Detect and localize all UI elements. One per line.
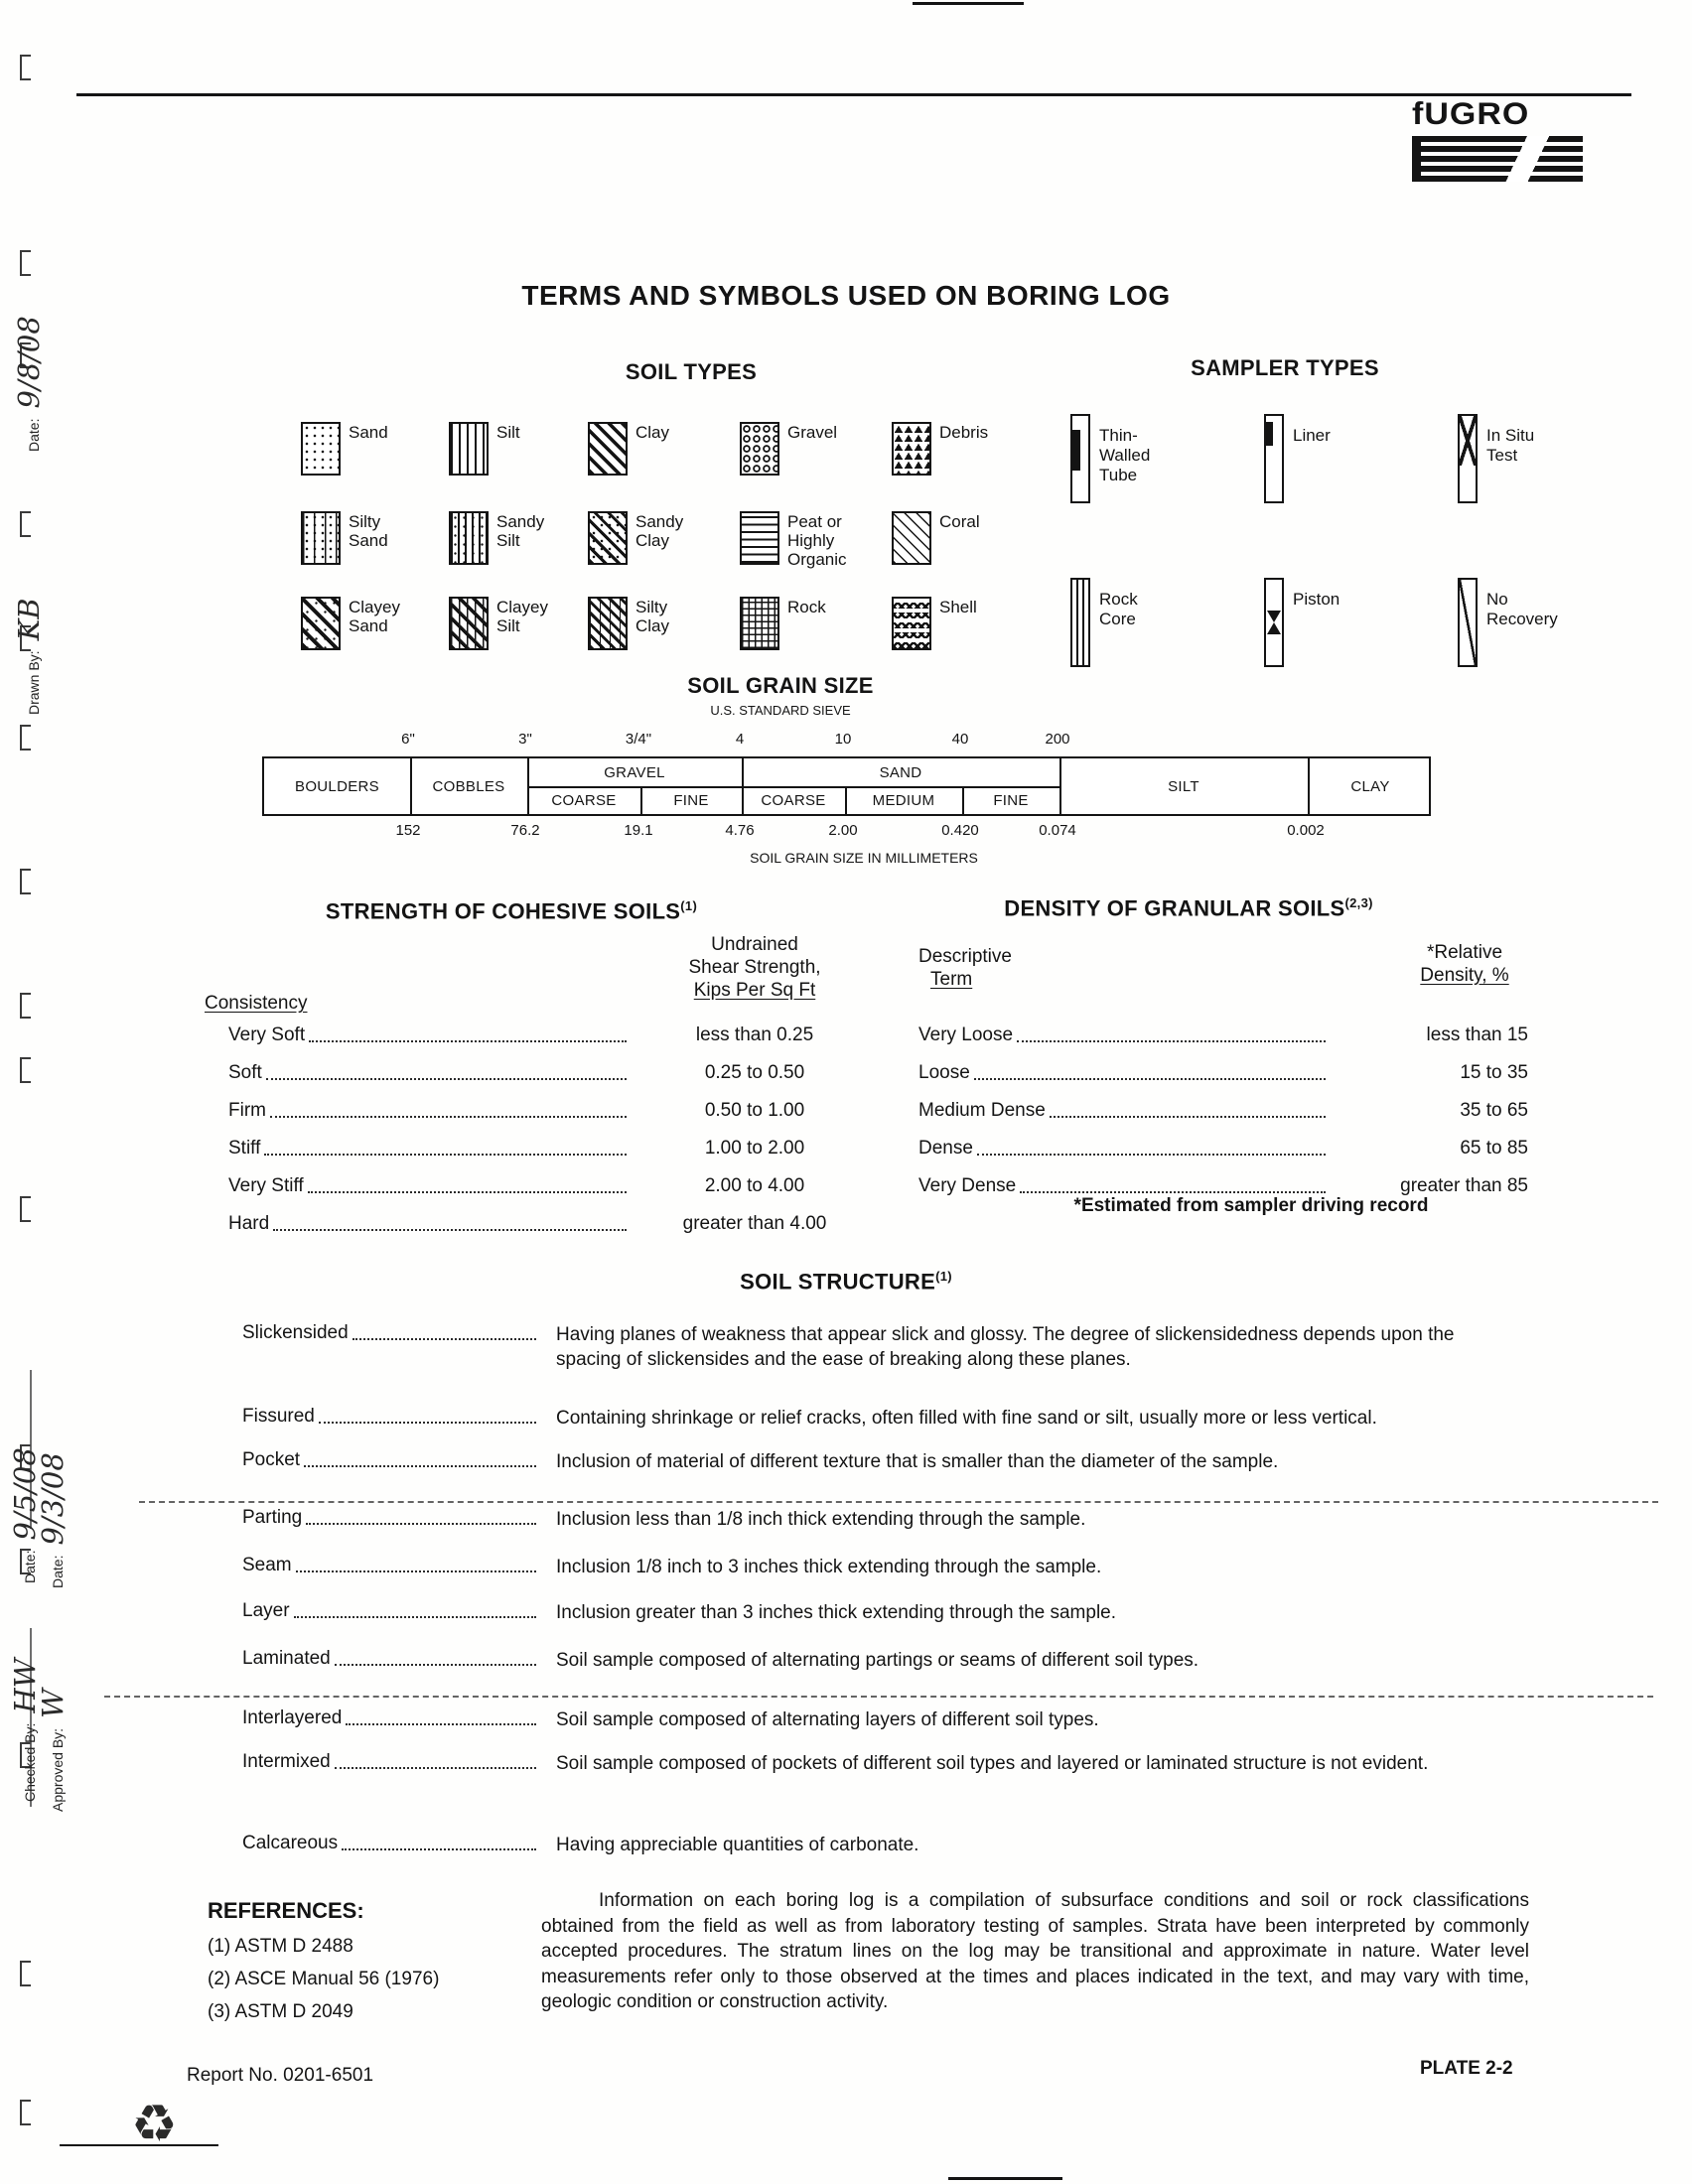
soil-type-label: Sand xyxy=(349,423,388,442)
mm-value: 0.420 xyxy=(941,822,979,839)
liner-icon xyxy=(1264,414,1284,503)
density-row: Dense 65 to 85 xyxy=(918,1138,1528,1159)
peat-pattern-icon xyxy=(740,511,779,565)
density-row: Medium Dense 35 to 65 xyxy=(918,1100,1528,1121)
soil-type-gravel xyxy=(740,422,879,476)
margin-tick-icon xyxy=(20,1961,31,1986)
coral-pattern-icon xyxy=(892,511,931,565)
sampler-label: Liner xyxy=(1293,426,1331,445)
sand-pattern-icon xyxy=(301,422,341,476)
soil-type-rock xyxy=(740,597,879,650)
sampler-types-heading: SAMPLER TYPES xyxy=(1191,355,1379,380)
strength-row: Hard greater than 4.00 xyxy=(228,1213,827,1234)
sieve-size-label: 10 xyxy=(834,731,852,748)
dot-leader xyxy=(308,1191,627,1193)
report-number: Report No. 0201-6501 xyxy=(187,2065,374,2086)
soil-type-label: Clay xyxy=(635,423,670,442)
sieve-size-label: 4 xyxy=(735,731,745,748)
sampler-label: In Situ Test xyxy=(1486,426,1535,465)
strength-heading-sup: (1) xyxy=(680,898,698,913)
sampler-label: Rock Core xyxy=(1099,590,1138,628)
margin-tick-icon xyxy=(20,2100,31,2125)
cell-silt: SILT xyxy=(1168,777,1199,795)
plate-number: PLATE 2-2 xyxy=(1420,2058,1513,2079)
dot-leader xyxy=(309,1040,627,1042)
soil-type-label: Silty Clay xyxy=(635,598,670,635)
clayey-silt-pattern-icon xyxy=(449,597,489,650)
structure-row: Interlayered Soil sample composed of alternating layers of different soil types. xyxy=(242,1707,1099,1730)
sieve-size-label: 200 xyxy=(1045,731,1070,748)
mm-value: 152 xyxy=(395,822,421,839)
soil-type-sand xyxy=(301,422,440,476)
structure-row: Parting Inclusion less than 1/8 inch thick extending through the sample. xyxy=(242,1507,1086,1530)
soil-type-silty-sand xyxy=(301,511,410,565)
cell-sand-coarse: COARSE xyxy=(761,791,826,809)
soil-types-heading: SOIL TYPES xyxy=(625,359,758,384)
cell-cobbles: COBBLES xyxy=(432,777,505,795)
margin-tick-icon xyxy=(20,869,31,894)
density-col2-header: *Relative Density, % xyxy=(1420,942,1509,986)
density-col1-header: Descriptive Term xyxy=(918,946,1012,990)
soil-type-debris xyxy=(892,422,1031,476)
margin-tick-icon xyxy=(20,250,31,276)
structure-heading-text: SOIL STRUCTURE xyxy=(740,1269,936,1295)
sampler-piston xyxy=(1264,578,1380,667)
fugro-logo xyxy=(1412,95,1583,182)
soil-type-label: Clayey Silt xyxy=(496,598,548,635)
margin-date-approved: Date: 9/3/08 xyxy=(36,1452,70,1588)
density-heading xyxy=(891,895,1486,921)
grain-size-subheading: U.S. STANDARD SIEVE xyxy=(710,703,851,718)
bottom-center-tick xyxy=(948,2177,1062,2180)
dot-leader xyxy=(977,1154,1326,1156)
gravel-pattern-icon xyxy=(740,422,779,476)
soil-type-shell xyxy=(892,597,1031,650)
reference-item: (2) ASCE Manual 56 (1976) xyxy=(208,1969,440,1989)
dot-leader xyxy=(335,1767,536,1769)
margin-tick-icon xyxy=(20,511,31,537)
dot-leader xyxy=(1017,1040,1326,1042)
sampler-label: Thin-Walled Tube xyxy=(1099,426,1151,484)
grain-size-table xyxy=(262,756,1431,816)
top-center-tick xyxy=(913,2,1024,5)
margin-approved-by: Approved By: W xyxy=(36,1689,70,1812)
mm-value: 19.1 xyxy=(624,822,653,839)
cell-gravel-coarse: COARSE xyxy=(551,791,617,809)
dot-leader xyxy=(264,1154,627,1156)
fugro-logo-text: fUGRO xyxy=(1412,96,1530,132)
density-row: Very Loose less than 15 xyxy=(918,1024,1528,1045)
structure-heading xyxy=(647,1269,1045,1295)
density-heading-text: DENSITY OF GRANULAR SOILS xyxy=(1004,895,1345,921)
sieve-size-label: 6" xyxy=(401,731,415,748)
margin-tick-icon xyxy=(20,1057,31,1083)
sampler-no-recovery xyxy=(1458,578,1580,667)
margin-drawn-by: Drawn By: KB xyxy=(12,598,46,715)
structure-heading-sup: (1) xyxy=(935,1269,952,1284)
silty-clay-pattern-icon xyxy=(588,597,628,650)
rock-pattern-icon xyxy=(740,597,779,650)
mm-value: 76.2 xyxy=(510,822,540,839)
rock-core-icon xyxy=(1070,578,1090,667)
structure-row: Pocket Inclusion of material of different texture that is smaller than the diameter of the sample. xyxy=(242,1449,1279,1472)
structure-row: Calcareous Having appreciable quantities of carbonate. xyxy=(242,1833,919,1855)
soil-type-label: Shell xyxy=(939,598,977,616)
boring-log-notes-paragraph: Information on each boring log is a compilation of subsurface conditions and soil or rock classifications obtained from the field as well as from laboratory testing of samples. Strata have been interpreted by commonly accepted procedures. The stratum lines on the log may be transitional and approximate in nature. Water level measurements refer only to those observed at the times and places indicated in the text, and may vary with time, geologic condition or construction activity. xyxy=(541,1890,1529,2012)
sampler-in-situ-test xyxy=(1458,414,1556,503)
cell-clay: CLAY xyxy=(1350,777,1390,795)
strength-heading-text: STRENGTH OF COHESIVE SOILS xyxy=(325,898,681,924)
top-rule xyxy=(76,93,1631,96)
dot-leader xyxy=(1020,1191,1326,1193)
soil-type-clay xyxy=(588,422,727,476)
sieve-size-label: 3" xyxy=(518,731,532,748)
soil-type-label: Silty Sand xyxy=(349,512,388,550)
dot-leader xyxy=(306,1523,536,1525)
soil-type-label: Sandy Silt xyxy=(496,512,545,550)
piston-icon xyxy=(1264,578,1284,667)
soil-type-label: Debris xyxy=(939,423,989,442)
strength-col2-header: Undrained Shear Strength, Kips Per Sq Ft xyxy=(688,934,821,1001)
soil-type-coral xyxy=(892,511,1031,565)
soil-type-clayey-silt xyxy=(449,597,562,650)
density-row: Loose 15 to 35 xyxy=(918,1062,1528,1083)
cell-gravel-fine: FINE xyxy=(673,791,709,809)
thin-walled-tube-icon xyxy=(1070,414,1090,503)
mm-value: 4.76 xyxy=(725,822,755,839)
cell-boulders: BOULDERS xyxy=(295,777,379,795)
structure-row: Laminated Soil sample composed of alternating partings or seams of different soil types. xyxy=(242,1648,1199,1671)
recycle-icon: ♻ xyxy=(131,2096,178,2153)
soil-type-label: Clayey Sand xyxy=(349,598,400,635)
sandy-clay-pattern-icon xyxy=(588,511,628,565)
strength-row: Soft 0.25 to 0.50 xyxy=(228,1062,805,1083)
mm-value: 2.00 xyxy=(828,822,858,839)
density-heading-sup: (2,3) xyxy=(1344,895,1373,910)
dot-leader xyxy=(296,1570,536,1572)
silt-pattern-icon xyxy=(449,422,489,476)
dot-leader xyxy=(335,1664,536,1666)
dot-leader xyxy=(352,1338,536,1340)
grain-size-footer: SOIL GRAIN SIZE IN MILLIMETERS xyxy=(750,850,978,866)
reference-item: (3) ASTM D 2049 xyxy=(208,2001,353,2022)
cell-sand: SAND xyxy=(879,763,922,781)
cell-gravel: GRAVEL xyxy=(604,763,665,781)
margin-date-top: Date: 9/8/08 xyxy=(12,316,46,452)
soil-type-silty-clay xyxy=(588,597,697,650)
debris-pattern-icon xyxy=(892,422,931,476)
soil-type-label: Peat or Highly Organic xyxy=(787,512,847,569)
sieve-size-label: 40 xyxy=(951,731,969,748)
dot-leader xyxy=(273,1229,627,1231)
no-recovery-icon xyxy=(1458,578,1478,667)
soil-type-clayey-sand xyxy=(301,597,414,650)
dot-leader xyxy=(342,1848,536,1850)
sampler-thin-walled-tube xyxy=(1070,414,1171,503)
handwritten-initials: HW xyxy=(8,1658,42,1713)
strength-row: Firm 0.50 to 1.00 xyxy=(228,1100,805,1121)
cell-sand-medium: MEDIUM xyxy=(872,791,935,809)
soil-type-sandy-silt xyxy=(449,511,558,565)
density-row: Very Dense greater than 85 xyxy=(918,1175,1528,1196)
margin-tick-icon xyxy=(20,55,31,80)
references-heading: REFERENCES: xyxy=(208,1898,364,1923)
handwritten-date: 9/8/08 xyxy=(12,316,46,409)
dot-leader xyxy=(1050,1116,1326,1118)
strength-row: Very Soft less than 0.25 xyxy=(228,1024,814,1045)
dot-leader xyxy=(304,1465,536,1467)
shell-pattern-icon xyxy=(892,597,931,650)
margin-checked-by: Checked By: HW xyxy=(8,1658,42,1802)
handwritten-date: 9/5/08 xyxy=(8,1447,42,1541)
structure-row: Fissured Containing shrinkage or relief cracks, often filled with fine sand or silt, usually more or less vertical. xyxy=(242,1406,1377,1429)
dot-leader xyxy=(319,1422,536,1424)
structure-row: Intermixed Soil sample composed of pockets of different soil types and layered or laminated structure is not evident. xyxy=(242,1751,1429,1774)
sieve-size-label: 3/4" xyxy=(625,731,652,748)
mm-value: 0.002 xyxy=(1287,822,1325,839)
handwritten-date: 9/3/08 xyxy=(36,1452,70,1546)
structure-row: Layer Inclusion greater than 3 inches thick extending through the sample. xyxy=(242,1600,1117,1623)
dot-leader xyxy=(266,1078,627,1080)
strength-row: Stiff 1.00 to 2.00 xyxy=(228,1138,805,1159)
scan-fold-line xyxy=(139,1501,1658,1503)
structure-row: Slickensided Having planes of weakness that appear slick and glossy. The degree of slickensidedness depends upon the spacing of slickensides and the ease of breaking along these planes. xyxy=(242,1322,1455,1370)
sampler-liner xyxy=(1264,414,1380,503)
cell-sand-fine: FINE xyxy=(993,791,1029,809)
soil-type-silt xyxy=(449,422,588,476)
strength-heading xyxy=(213,898,809,924)
soil-type-label: Rock xyxy=(787,598,826,616)
dot-leader xyxy=(270,1116,627,1118)
density-footnote: *Estimated from sampler driving record xyxy=(1073,1195,1429,1216)
fugro-logo-waves-icon xyxy=(1412,136,1583,182)
page-title: TERMS AND SYMBOLS USED ON BORING LOG xyxy=(521,280,1171,311)
clay-pattern-icon xyxy=(588,422,628,476)
soil-type-label: Silt xyxy=(496,423,520,442)
soil-type-label: Sandy Clay xyxy=(635,512,684,550)
sampler-rock-core xyxy=(1070,578,1157,667)
soil-type-peat xyxy=(740,511,859,569)
strength-row: Very Stiff 2.00 to 4.00 xyxy=(228,1175,805,1196)
scan-fold-line xyxy=(104,1696,1653,1698)
in-situ-test-icon xyxy=(1458,414,1478,503)
handwritten-initials: KB xyxy=(12,598,46,641)
margin-date-checked: Date: 9/5/08 xyxy=(8,1447,42,1583)
clayey-sand-pattern-icon xyxy=(301,597,341,650)
soil-type-label: Gravel xyxy=(787,423,838,442)
silty-sand-pattern-icon xyxy=(301,511,341,565)
reference-item: (1) ASTM D 2488 xyxy=(208,1936,353,1957)
dot-leader xyxy=(346,1723,536,1725)
margin-tick-icon xyxy=(20,725,31,751)
sandy-silt-pattern-icon xyxy=(449,511,489,565)
mm-value: 0.074 xyxy=(1039,822,1076,839)
soil-type-label: Coral xyxy=(939,512,980,531)
dot-leader xyxy=(294,1616,536,1618)
strength-col1-header: Consistency xyxy=(205,993,308,1014)
handwritten-initials: W xyxy=(36,1689,70,1718)
sampler-label: Piston xyxy=(1293,590,1340,609)
structure-row: Seam Inclusion 1/8 inch to 3 inches thick extending through the sample. xyxy=(242,1555,1102,1577)
soil-type-sandy-clay xyxy=(588,511,697,565)
dot-leader xyxy=(974,1078,1326,1080)
sampler-label: No Recovery xyxy=(1486,590,1558,628)
margin-tick-icon xyxy=(20,1196,31,1222)
margin-tick-icon xyxy=(20,993,31,1019)
grain-size-heading: SOIL GRAIN SIZE xyxy=(687,673,874,698)
